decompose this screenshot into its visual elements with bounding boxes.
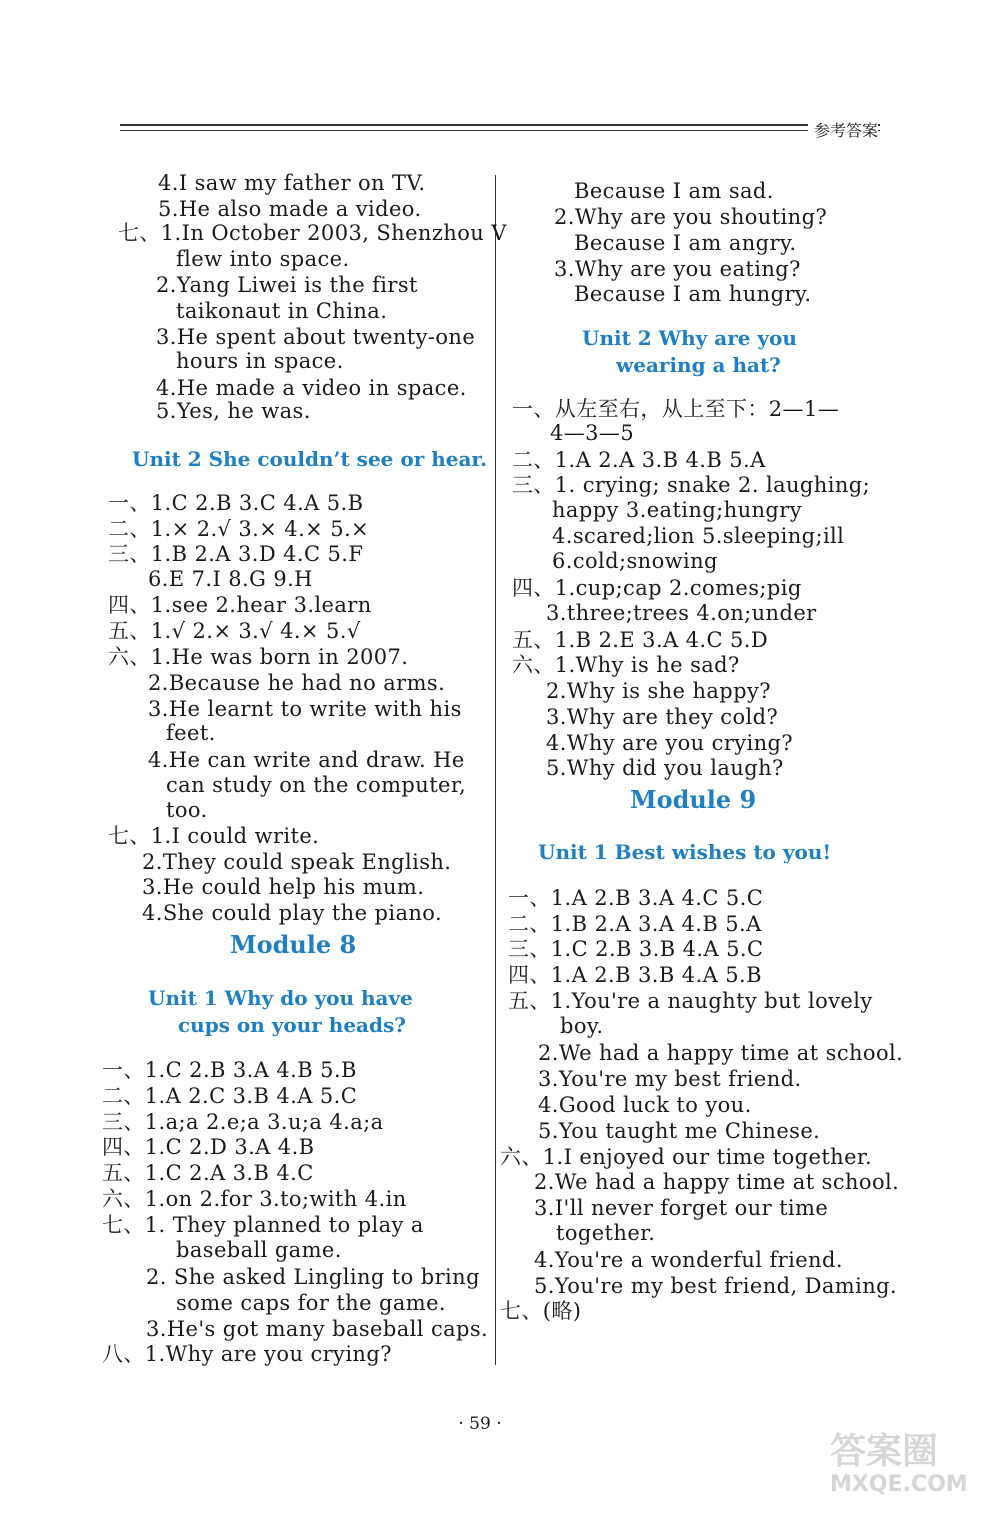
page-number: · 59 ·: [458, 1414, 502, 1434]
answer-line: 4.Why are you crying?: [546, 731, 794, 755]
answer-line: 六、1.He was born in 2007.: [108, 645, 409, 669]
answer-line: 4—3—5: [550, 421, 635, 445]
column-divider: [495, 175, 496, 1365]
answer-line: 三、1.a;a 2.e;a 3.u;a 4.a;a: [102, 1110, 384, 1134]
answer-line: Because I am hungry.: [574, 282, 812, 306]
answer-line: 八、1.Why are you crying?: [102, 1342, 392, 1366]
answer-line: 一、从左至右，从上至下：2—1—: [512, 397, 840, 421]
answer-line: Because I am angry.: [574, 231, 797, 255]
answer-line: 3.He spent about twenty-one: [156, 325, 476, 349]
header-label: 参考答案: [808, 118, 878, 141]
answer-line: 3.three;trees 4.on;under: [546, 601, 817, 625]
answer-line: 四、1.C 2.D 3.A 4.B: [102, 1135, 315, 1159]
answer-line: 3.I'll never forget our time: [534, 1196, 829, 1220]
answer-line: 四、1.cup;cap 2.comes;pig: [512, 576, 802, 600]
answer-line: 3.He learnt to write with his: [148, 697, 462, 721]
answer-line: 七、1.In October 2003, Shenzhou V: [118, 221, 507, 245]
answer-line: 3.Why are they cold?: [546, 705, 779, 729]
answer-line: flew into space.: [176, 247, 350, 271]
answer-line: taikonaut in China.: [176, 299, 388, 323]
answer-line: 5.Yes, he was.: [156, 399, 311, 423]
answer-line: 五、1.C 2.A 3.B 4.C: [102, 1161, 314, 1185]
answer-line: baseball game.: [176, 1238, 342, 1262]
answer-line: boy.: [560, 1014, 604, 1038]
answer-line: 三、1.C 2.B 3.B 4.A 5.C: [508, 937, 764, 961]
answer-line: 2.We had a happy time at school.: [534, 1170, 900, 1194]
answer-line: 五、1.You're a naughty but lovely: [508, 989, 873, 1013]
answer-line: 2.Why are you shouting?: [554, 205, 828, 229]
answer-line: 2.We had a happy time at school.: [538, 1041, 904, 1065]
module-heading: Module 9: [630, 785, 757, 814]
answer-line: 2.Yang Liwei is the first: [156, 273, 418, 297]
unit-heading: Unit 1 Why do you have: [148, 986, 413, 1010]
answer-line: 6.E 7.I 8.G 9.H: [148, 567, 313, 591]
answer-line: 3.He could help his mum.: [142, 875, 425, 899]
answer-line: 六、1.I enjoyed our time together.: [500, 1145, 873, 1169]
answer-line: 一、1.A 2.B 3.A 4.C 5.C: [508, 886, 764, 910]
answer-line: 2.Because he had no arms.: [148, 671, 446, 695]
answer-line: 四、1.see 2.hear 3.learn: [108, 593, 372, 617]
answer-line: 六、1.Why is he sad?: [512, 653, 740, 677]
answer-line: 6.cold;snowing: [552, 549, 718, 573]
answer-line: 3.He's got many baseball caps.: [146, 1317, 489, 1341]
header-rule-thin: [120, 130, 880, 131]
answer-line: 四、1.A 2.B 3.B 4.A 5.B: [508, 963, 762, 987]
answer-line: together.: [556, 1221, 656, 1245]
answer-line: 五、1.B 2.E 3.A 4.C 5.D: [512, 628, 769, 652]
answer-line: 二、1.× 2.√ 3.× 4.× 5.×: [108, 517, 370, 541]
answer-line: 六、1.on 2.for 3.to;with 4.in: [102, 1187, 407, 1211]
answer-line: 五、1.√ 2.× 3.√ 4.× 5.√: [108, 619, 361, 643]
answer-line: 4.You're a wonderful friend.: [534, 1248, 843, 1272]
unit-heading: Unit 1 Best wishes to you!: [538, 840, 832, 864]
answer-line: Because I am sad.: [574, 179, 774, 203]
module-heading: Module 8: [230, 930, 357, 959]
answer-line: 4.I saw my father on TV.: [158, 171, 426, 195]
answer-line: 2. She asked Lingling to bring: [146, 1265, 480, 1289]
answer-line: 4.Good luck to you.: [538, 1093, 752, 1117]
watermark-text: 答案圈: [830, 1431, 939, 1472]
header-rule-thick: [120, 124, 880, 126]
answer-line: 二、1.A 2.A 3.B 4.B 5.A: [512, 448, 766, 472]
answer-line: 七、1. They planned to play a: [102, 1213, 424, 1237]
answer-line: 一、1.C 2.B 3.A 4.B 5.B: [102, 1058, 357, 1082]
answer-line: 4.He made a video in space.: [156, 376, 467, 400]
answer-line: 3.Why are you eating?: [554, 257, 801, 281]
watermark-logo: [830, 1432, 990, 1498]
unit-heading: cups on your heads?: [178, 1013, 406, 1037]
answer-line: 5.You're my best friend, Daming.: [534, 1274, 898, 1298]
answer-line: 4.scared;lion 5.sleeping;ill: [552, 524, 845, 548]
answer-line: 三、1.B 2.A 3.D 4.C 5.F: [108, 542, 364, 566]
answer-line: 3.You're my best friend.: [538, 1067, 802, 1091]
answer-line: some caps for the game.: [176, 1291, 446, 1315]
answer-line: 2.They could speak English.: [142, 850, 452, 874]
unit-heading: Unit 2 She couldn’t see or hear.: [132, 447, 488, 471]
answer-line: 5.He also made a video.: [158, 197, 422, 221]
answer-line: can study on the computer,: [166, 773, 467, 797]
answer-line: 4.She could play the piano.: [142, 901, 443, 925]
answer-line: 4.He can write and draw. He: [148, 748, 465, 772]
answer-line: happy 3.eating;hungry: [552, 498, 802, 522]
watermark-url: MXQE.COM: [830, 1472, 968, 1497]
answer-line: 5.You taught me Chinese.: [538, 1119, 821, 1143]
answer-line: 二、1.B 2.A 3.A 4.B 5.A: [508, 912, 762, 936]
answer-line: feet.: [166, 721, 216, 745]
unit-heading: wearing a hat?: [616, 353, 781, 377]
answer-line: 三、1. crying; snake 2. laughing;: [512, 473, 871, 497]
unit-heading: Unit 2 Why are you: [582, 326, 797, 350]
answer-line: 2.Why is she happy?: [546, 679, 771, 703]
answer-line: 七、(略): [500, 1299, 582, 1323]
answer-line: hours in space.: [176, 349, 344, 373]
answer-line: 七、1.I could write.: [108, 824, 320, 848]
answer-line: 一、1.C 2.B 3.C 4.A 5.B: [108, 491, 364, 515]
answer-line: 5.Why did you laugh?: [546, 756, 784, 780]
answer-line: too.: [166, 798, 208, 822]
answer-line: 二、1.A 2.C 3.B 4.A 5.C: [102, 1084, 358, 1108]
